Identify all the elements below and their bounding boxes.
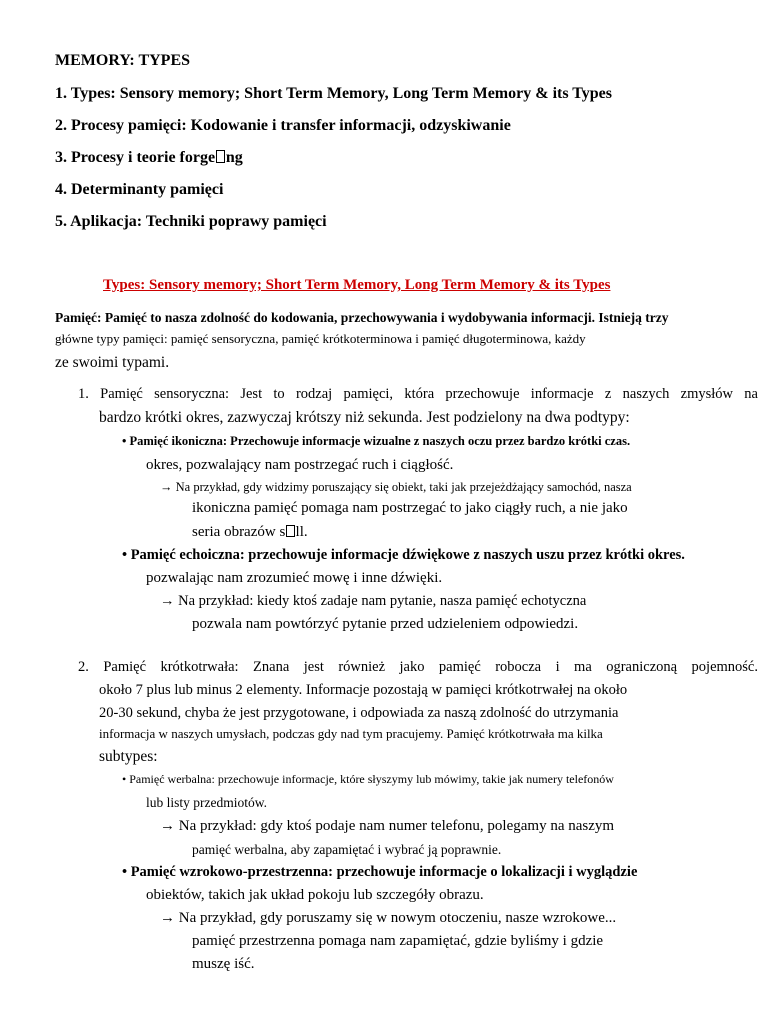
iconic-example-line-1: → Na przykład, gdy widzimy poruszający się obiekt, taki jak przejeżdżający samochód, nasza bbox=[160, 480, 632, 494]
intro-line-3: ze swoimi typami. bbox=[55, 354, 170, 371]
visuospatial-memory-line-2: obiektów, takich jak układ pokoju lub szczegóły obrazu. bbox=[146, 887, 484, 903]
document-title: MEMORY: TYPES bbox=[55, 52, 191, 69]
verbal-memory-line-2: lub listy przedmiotów. bbox=[146, 795, 267, 810]
visuospatial-example-line-3: muszę iść. bbox=[192, 956, 255, 972]
intro-line-1: Pamięć: Pamięć to nasza zdolność do kodowania, przechowywania i wydobywania informacji. Istnieją trzy bbox=[55, 310, 669, 325]
toc-item-3-text-a: 3. Procesy i teorie forge bbox=[55, 149, 216, 166]
sensory-line-2: bardzo krótki okres, zazwyczaj krótszy niż sekunda. Jest podzielony na dwa podtypy: bbox=[99, 409, 630, 426]
visuospatial-example-line-2: pamięć przestrzenna pomaga nam zapamiętać, gdzie byliśmy i gdzie bbox=[192, 933, 604, 949]
iconic-memory-line-2: okres, pozwalający nam postrzegać ruch i ciągłość. bbox=[146, 457, 454, 473]
echoic-example-line-1: → Na przykład: kiedy ktoś zadaje nam pytanie, nasza pamięć echotyczna bbox=[160, 593, 587, 609]
missing-glyph-box bbox=[286, 525, 294, 537]
section-heading: Types: Sensory memory; Short Term Memory, Long Term Memory & its Types bbox=[103, 277, 611, 293]
short-term-line-2: około 7 plus lub minus 2 elementy. Informacje pozostają w pamięci krótkotrwałej na około bbox=[99, 682, 628, 698]
iconic-example-line-2: ikoniczna pamięć pomaga nam postrzegać to jako ciągły ruch, a nie jako bbox=[192, 500, 628, 516]
iconic-example-text-b: ll. bbox=[295, 524, 308, 540]
iconic-example-line-3 bbox=[192, 524, 308, 541]
short-term-line-3: 20-30 sekund, chyba że jest przygotowane, i odpowiada za naszą zdolność do utrzymania bbox=[99, 705, 619, 721]
verbal-example-line-2: pamięć werbalna, aby zapamiętać i wybrać ją poprawnie. bbox=[192, 842, 502, 857]
short-term-line-4: informacja w naszych umysłach, podczas gdy nad tym pracujemy. Pamięć krótkotrwała ma kilka bbox=[99, 726, 603, 741]
toc-item-2: 2. Procesy pamięci: Kodowanie i transfer informacji, odzyskiwanie bbox=[55, 117, 511, 134]
visuospatial-memory-line-1: • Pamięć wzrokowo-przestrzenna: przechowuje informacje o lokalizacji i wyglądzie bbox=[122, 864, 638, 880]
toc-item-3 bbox=[55, 149, 243, 167]
sensory-line-1: 1. Pamięć sensoryczna: Jest to rodzaj pamięci, która przechowuje informacje z naszych zmysłów na bbox=[78, 386, 758, 402]
short-term-line-5: subtypes: bbox=[99, 748, 158, 765]
verbal-memory-line-1: • Pamięć werbalna: przechowuje informacje, które słyszymy lub mówimy, takie jak numery telefonów bbox=[122, 772, 614, 786]
toc-item-5: 5. Aplikacja: Techniki poprawy pamięci bbox=[55, 213, 327, 230]
missing-glyph-box bbox=[216, 150, 225, 163]
intro-line-2: główne typy pamięci: pamięć sensoryczna, pamięć krótkoterminowa i pamięć długoterminowa, każdy bbox=[55, 331, 586, 346]
iconic-example-text-a: seria obrazów s bbox=[192, 524, 286, 540]
short-term-line-1: 2. Pamięć krótkotrwała: Znana jest również jako pamięć robocza i ma ograniczoną pojemność. bbox=[78, 659, 758, 675]
toc-item-4: 4. Determinanty pamięci bbox=[55, 181, 224, 198]
echoic-memory-line-2: pozwalając nam zrozumieć mowę i inne dźwięki. bbox=[146, 570, 443, 586]
verbal-example-line-1: → Na przykład: gdy ktoś podaje nam numer telefonu, polegamy na naszym bbox=[160, 818, 615, 834]
iconic-memory-line-1: • Pamięć ikoniczna: Przechowuje informacje wizualne z naszych oczu przez bardzo krótki czas. bbox=[122, 434, 631, 448]
toc-item-1: 1. Types: Sensory memory; Short Term Memory, Long Term Memory & its Types bbox=[55, 85, 612, 102]
echoic-example-line-2: pozwala nam powtórzyć pytanie przed udzieleniem odpowiedzi. bbox=[192, 616, 579, 632]
toc-item-3-text-b: ng bbox=[225, 149, 243, 166]
visuospatial-example-line-1: → Na przykład, gdy poruszamy się w nowym otoczeniu, nasze wzrokowe... bbox=[160, 910, 617, 926]
echoic-memory-line-1: • Pamięć echoiczna: przechowuje informacje dźwiękowe z naszych uszu przez krótki okres. bbox=[122, 547, 685, 563]
